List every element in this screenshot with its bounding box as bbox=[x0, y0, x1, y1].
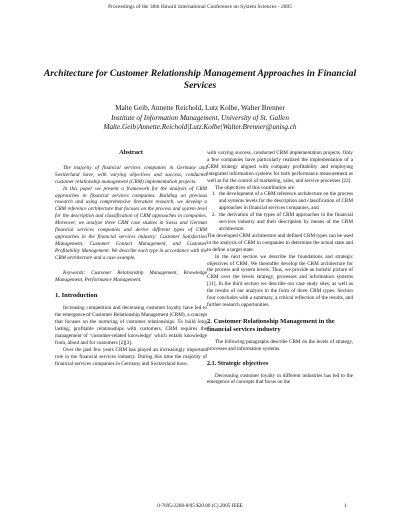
body-paragraph: The developed CRM architecture and defined CRM types can be used in the analysis of CRM in companies to determine the actual state and to define a target state. bbox=[207, 232, 353, 253]
paper-title: Architecture for Customer Relationship Management Approaches in Financial Services bbox=[43, 68, 357, 91]
contribution-list bbox=[207, 191, 353, 232]
body-paragraph: with varying success, conducted CRM implementation projects. Only a few companies have particularly realized the implementation of a CRM strategy aligned with company profitability and employing integrated information systems for both performance measurement as well as for the control of marketing, sales, and service processes [22]. bbox=[207, 150, 353, 184]
body-paragraph: In the next section we describe the foundations and strategic objectives of CRM. We thereafter develop the CRM architecture for the process and system levels. Thus, we provide an holistic picture of CRM over the levels strategy, processes and information systems [11]. In the third section we describe our case study sites, as well as the results of our analysis in the form of three CRM types. Section four concludes with a summary, a critical reflection of the results, and further research opportunities. bbox=[207, 253, 353, 308]
author-affiliation: Institute of Information Management, University of St. Gallen bbox=[111, 113, 289, 122]
body-paragraph: Increasing competition and decreasing customer loyalty have led to the emergence of Customer Relationship Management (CRM), a concept that focuses on the nurturing of customer relationships. To build long lasting, profitable relationships with customers, CRM requires the management of ‘customer-related knowledge’ which entails knowledge from, about and for customers [2][3]. bbox=[55, 305, 207, 346]
body-paragraph: The objectives of this contribution are bbox=[215, 184, 295, 191]
running-header: Proceedings of the 38th Hawaii International Conference on System Sciences - 2005 bbox=[108, 4, 292, 10]
abstract-paragraph: In this paper we present a framework for the analysis of CRM approaches in financial services companies. Building on previous research and using comprehensive literature research, we develop a CRM reference architecture that focuses on the process and system level for the description and classification of CRM approaches in companies. Moreover, we analyze three CRM case studies in Swiss and German financial services companies and derive different types of CRM approaches in the financial services industry: Customer Satisfaction Management, Customer Contact Management, and Customer Profitability Management. We describe each type in accordance with the CRM architecture and a case example. bbox=[55, 185, 207, 261]
subsection-heading-strategic: 2.1. Strategic objectives bbox=[207, 360, 269, 367]
copyright-footer: 0-7695-2268-8/05 $20.00 (C) 2005 IEEE bbox=[157, 503, 243, 509]
list-item: 1. the development of a CRM reference architecture on the process and systems levels for the description and classification of CRM approaches in financial services companies, and bbox=[217, 191, 353, 212]
abstract-body bbox=[55, 165, 207, 262]
body-paragraph: The following paragraphs describe CRM on the levels of strategy, processes and information systems. bbox=[207, 338, 353, 352]
body-paragraph: Decreasing customer loyalty in different industries has led to the emergence of concepts that focus on the bbox=[207, 372, 353, 386]
abstract-heading: Abstract bbox=[119, 149, 143, 156]
list-item: 2. the derivation of the types of CRM approaches in the financial services industry and their description by means of the CRM architecture. bbox=[217, 212, 353, 233]
keywords: Keywords: Customer Relationship Management, Knowledge Management, Performance Management. bbox=[55, 269, 207, 283]
author-block bbox=[40, 104, 360, 133]
author-names: Malte Geib, Annette Reichold, Lutz Kolbe, Walter Brenner bbox=[115, 104, 285, 112]
author-email: Malte.Geib|Annette.Reichold|Lutz.Kolbe|Walter.Brenner@unisg.ch bbox=[103, 123, 297, 132]
section-heading-introduction: 1. Introduction bbox=[55, 292, 98, 300]
page-number: 1 bbox=[344, 503, 347, 509]
abstract-paragraph: The majority of financial services companies in Germany and Switzerland have, with varying objectives and success, conducted customer relationship management (CRM) implementation projects. bbox=[55, 164, 207, 185]
section-heading-crm: 2. Customer Relationship Management in the financial services industry bbox=[207, 317, 335, 333]
left-column bbox=[55, 150, 207, 368]
body-paragraph: Over the past few years CRM has played an increasingly important role in the financial services industry. During this time the majority of financial services companies in Germany and Switzerland have, bbox=[55, 346, 207, 367]
right-column bbox=[207, 150, 353, 386]
